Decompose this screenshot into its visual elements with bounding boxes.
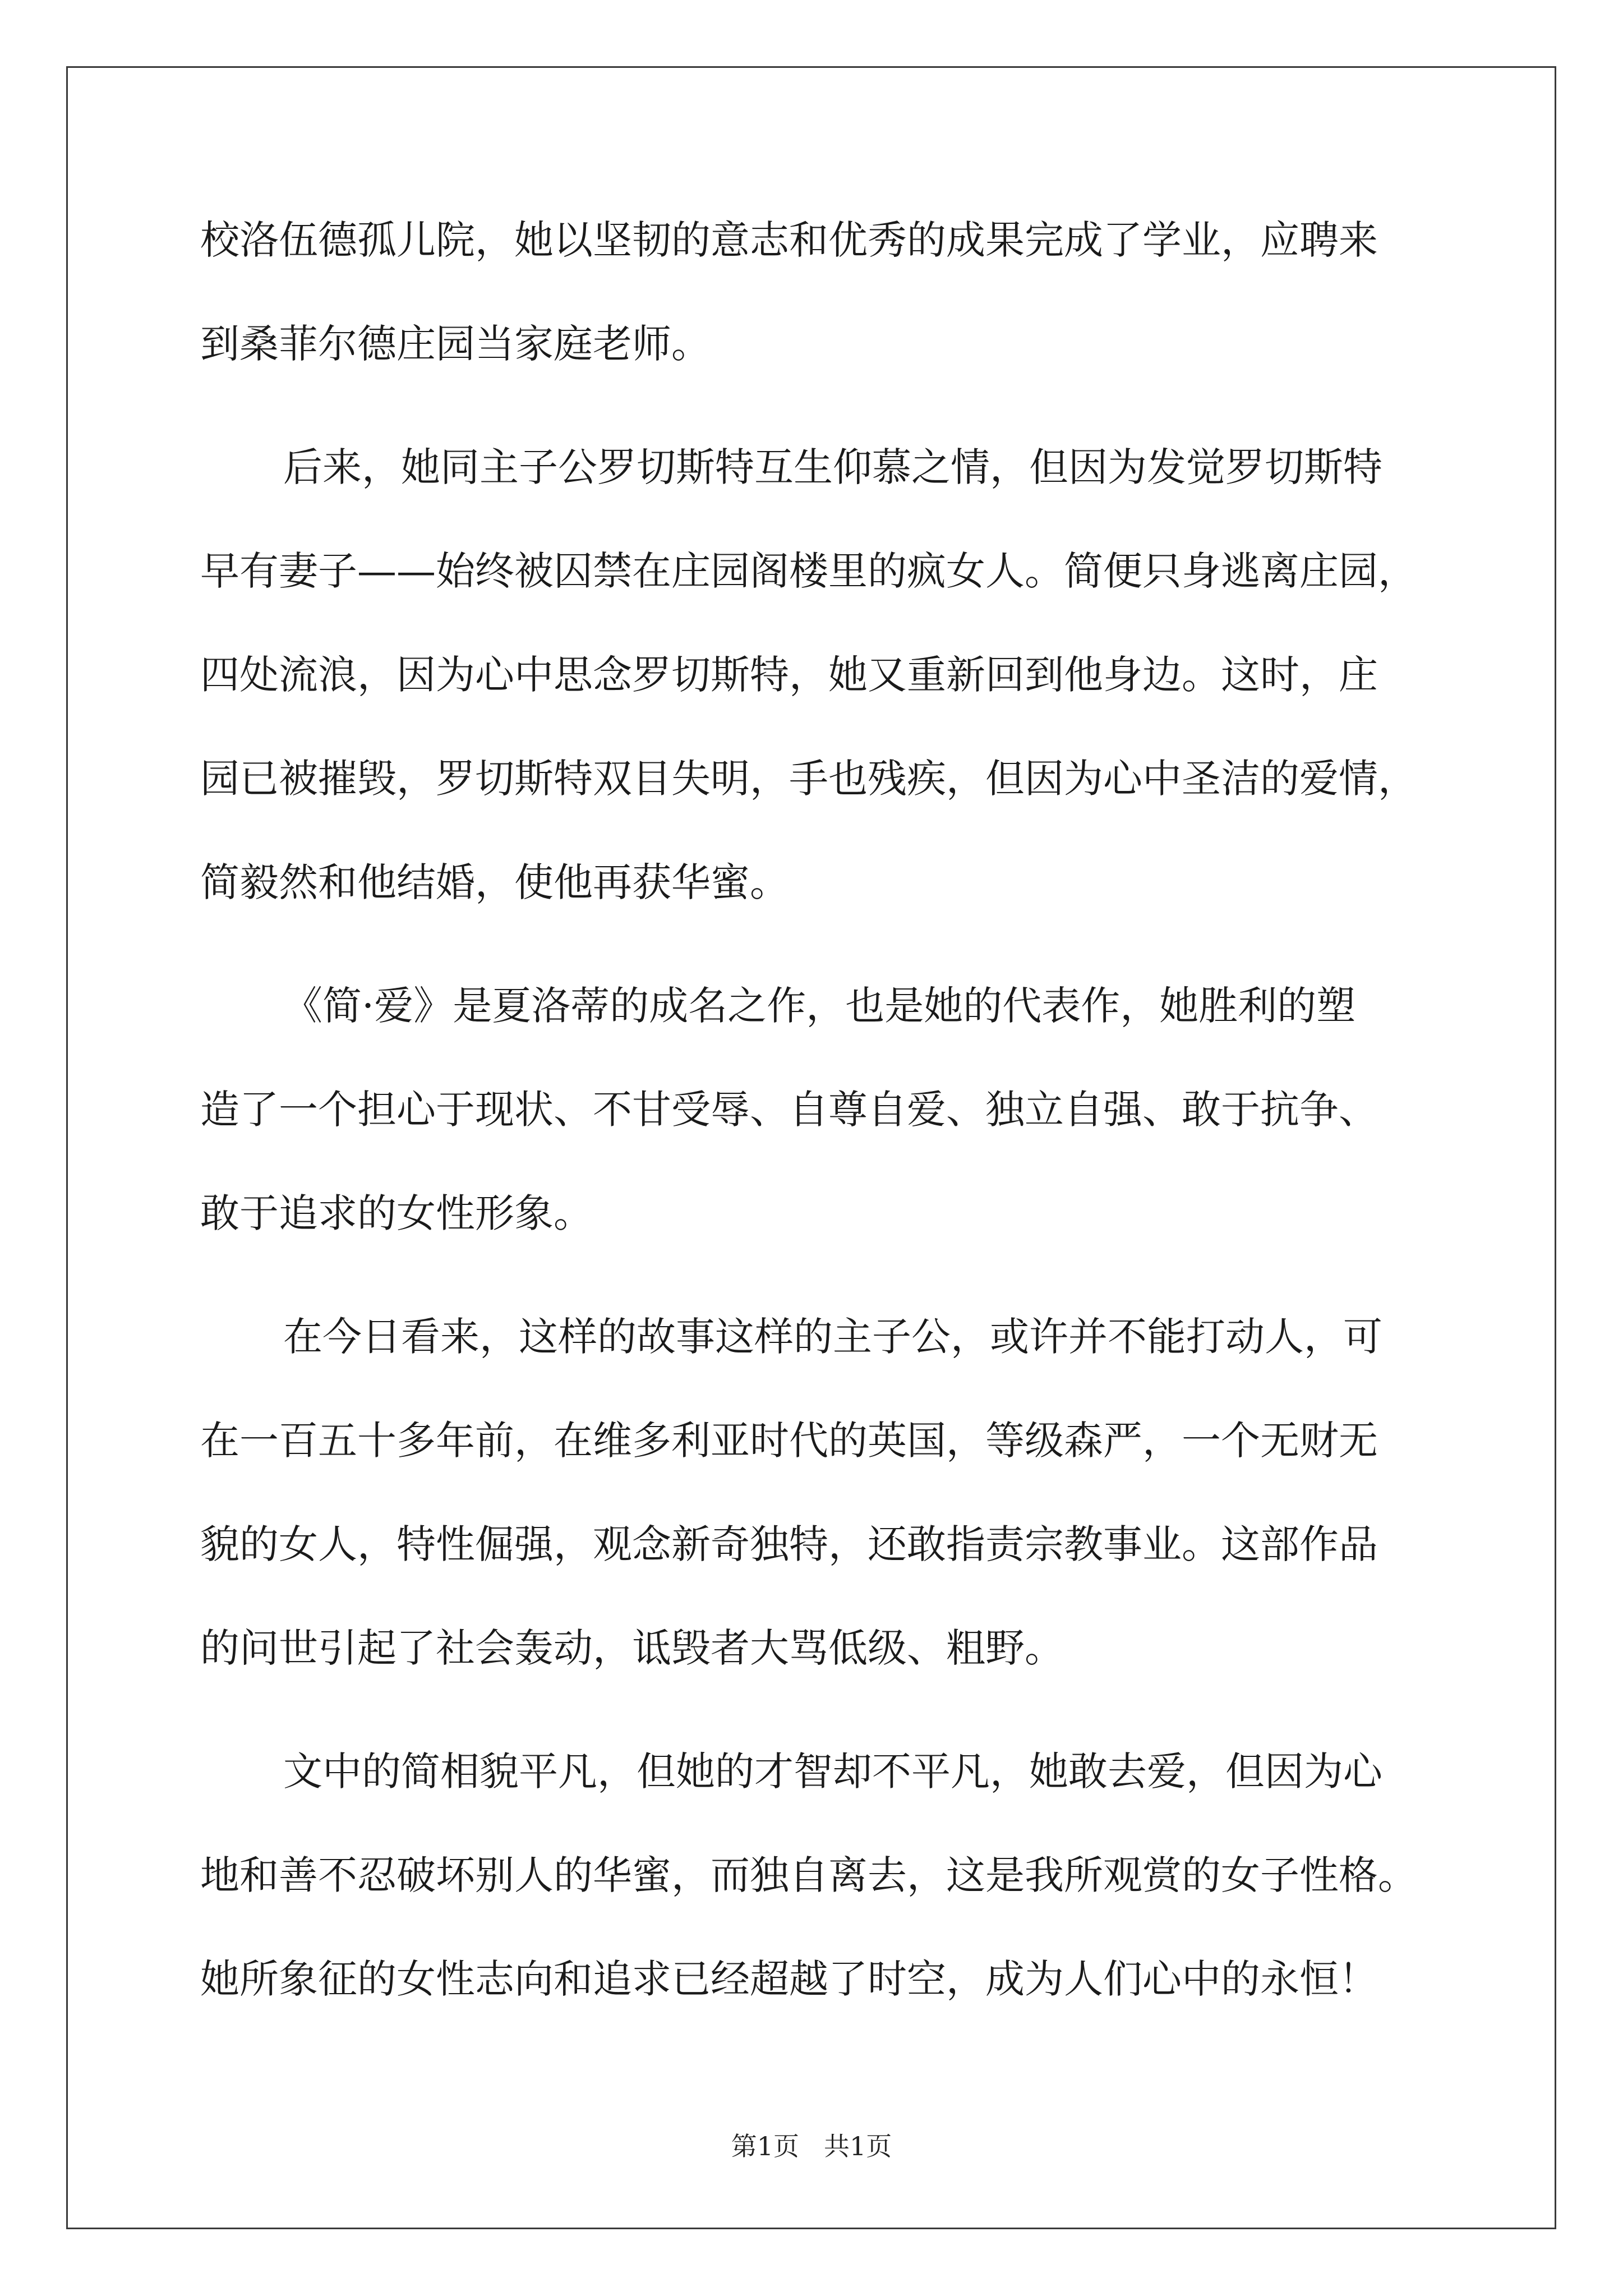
text-line: 敢于追求的女性形象。 (200, 1190, 593, 1236)
text-line: 地和善不忍破坏别人的华蜜，而独自离去，这是我所观赏的女子性格。 (200, 1852, 1417, 1898)
text-line: 貌的女人，特性倔强，观念新奇独特，还敢指责宗教事业。这部作品 (200, 1521, 1378, 1567)
paragraph-start-line: 文中的简相貌平凡，但她的才智却不平凡，她敢去爱，但因为心 (283, 1749, 1382, 1795)
text-line: 她所象征的女性志向和追求已经超越了时空，成为人们心中的永恒！ (200, 1956, 1378, 2002)
text-line: 到桑菲尔德庄园当家庭老师。 (200, 321, 711, 367)
text-line: 的问世引起了社会轰动，诋毁者大骂低级、粗野。 (200, 1625, 1064, 1671)
paragraph-start-line: 在今日看来，这样的故事这样的主子公，或许并不能打动人，可 (283, 1314, 1382, 1360)
page-footer (0, 2129, 1623, 2163)
text-line: 四处流浪，因为心中思念罗切斯特，她又重新回到他身边。这时，庄 (200, 652, 1378, 698)
page-border (66, 66, 1556, 2229)
page-number-total: 共1页 (824, 2131, 892, 2161)
text-line: 简毅然和他结婚，使他再获华蜜。 (200, 859, 789, 905)
text-line: 造了一个担心于现状、不甘受辱、自尊自爱、独立自强、敢于抗争、 (200, 1087, 1378, 1133)
text-line: 园已被摧毁，罗切斯特双目失明，手也残疾，但因为心中圣洁的爱情， (200, 756, 1417, 802)
paragraph-start-line: 《简·爱》是夏洛蒂的成名之作，也是她的代表作，她胜利的塑 (283, 983, 1356, 1029)
text-line: 在一百五十多年前，在维多利亚时代的英国，等级森严，一个无财无 (200, 1418, 1378, 1464)
text-line: 校洛伍德孤儿院，她以坚韧的意志和优秀的成果完成了学业，应聘来 (200, 217, 1378, 263)
paragraph-start-line: 后来，她同主子公罗切斯特互生仰慕之情，但因为发觉罗切斯特 (283, 444, 1382, 490)
page-number-current: 第1页 (731, 2131, 799, 2161)
text-line: 早有妻子——始终被囚禁在庄园阁楼里的疯女人。简便只身逃离庄园， (200, 548, 1417, 594)
